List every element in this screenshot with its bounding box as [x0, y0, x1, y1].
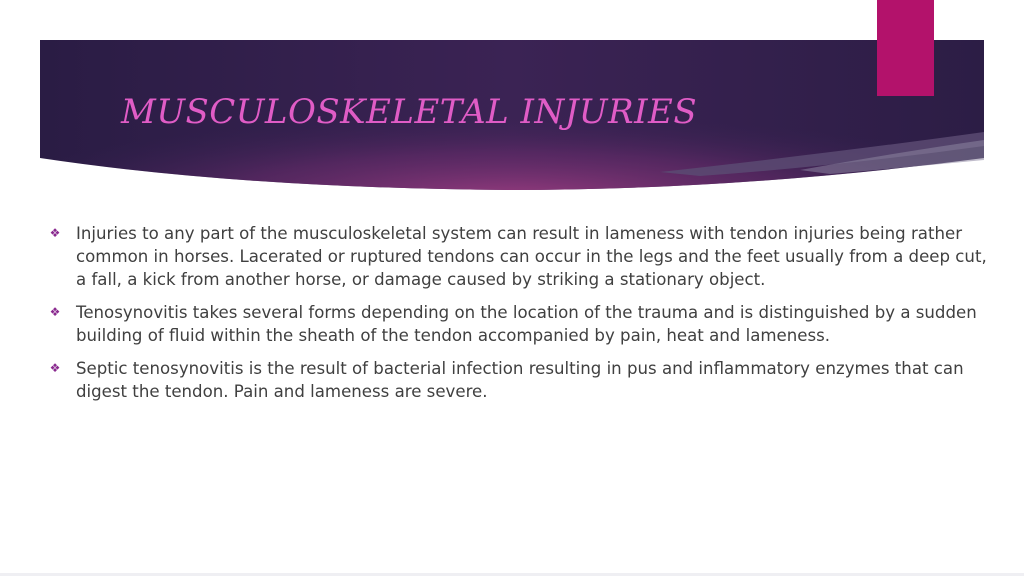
- list-item: [48, 301, 988, 347]
- accent-tab: [877, 0, 934, 96]
- bullet-text: Injuries to any part of the musculoskeletal system can result in lameness with tendon injuries being rather common in horses. Lacerated or ruptured tendons can occur in the legs and the feet usually from a deep cut, a fall, a kick from another horse, or damage caused by striking a stationary object.: [76, 224, 987, 289]
- bullet-text: Septic tenosynovitis is the result of bacterial infection resulting in pus and inflammatory enzymes that can digest the tendon. Pain and lameness are severe.: [76, 359, 964, 401]
- diamond-bullet-icon: ❖: [49, 305, 61, 319]
- diamond-bullet-icon: ❖: [49, 361, 61, 375]
- list-item: [48, 222, 988, 291]
- bullet-list: [48, 222, 988, 413]
- diamond-bullet-icon: ❖: [49, 226, 61, 240]
- bullet-text: Tenosynovitis takes several forms depending on the location of the trauma and is distinguished by a sudden building of fluid within the sheath of the tendon accompanied by pain, heat and lameness.: [76, 303, 977, 345]
- slide-title: MUSCULOSKELETAL INJURIES: [121, 92, 698, 132]
- list-item: [48, 357, 988, 403]
